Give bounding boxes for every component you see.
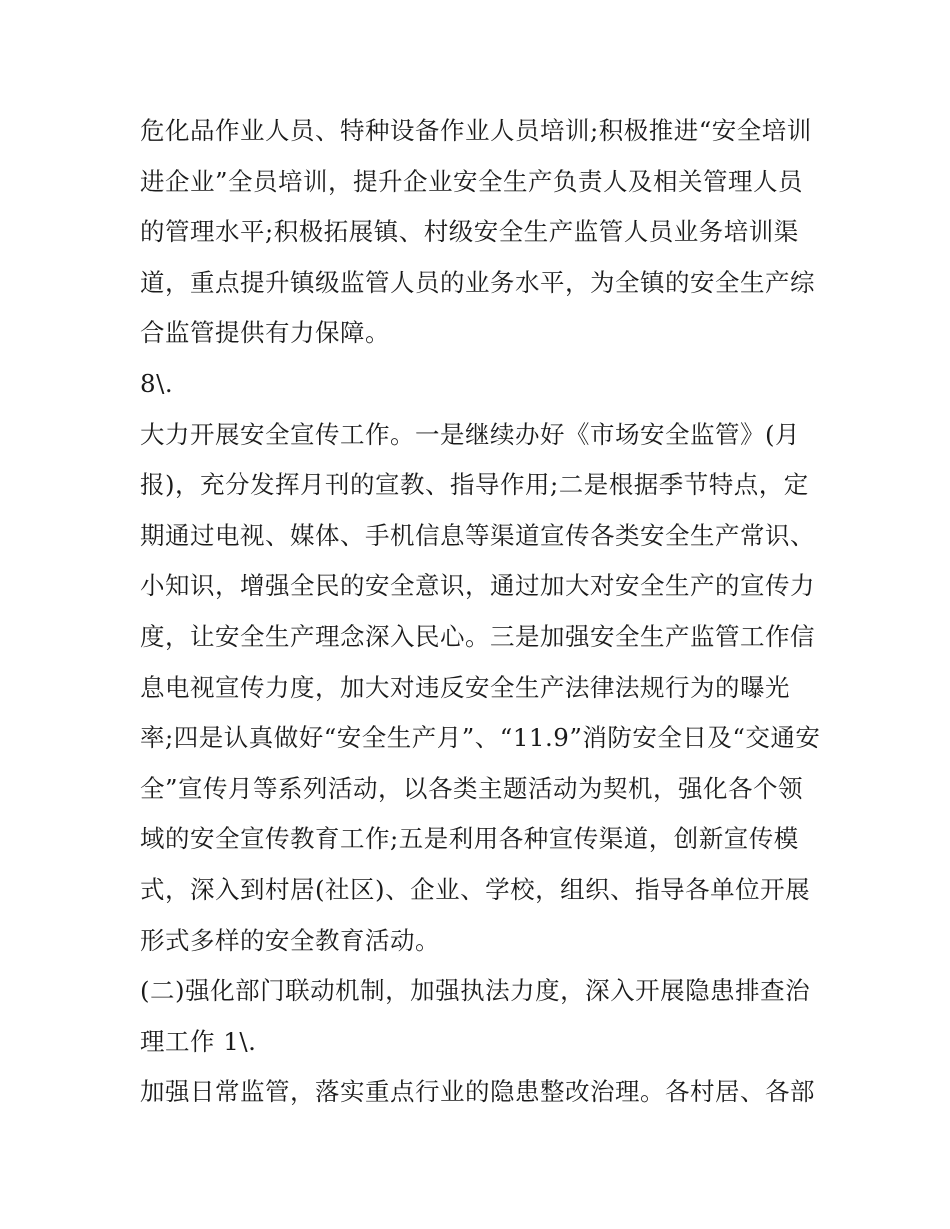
text-line: 全”宣传月等系列活动，以各类主题活动为契机，强化各个领: [140, 773, 804, 803]
text-line: 合监管提供有力保障。: [140, 318, 390, 348]
text-line: 危化品作业人员、特种设备作业人员培训;积极推进“安全培训: [140, 116, 812, 145]
text-line: 进企业”全员培训，提升企业安全生产负责人及相关管理人员: [140, 166, 804, 196]
text-line: 域的安全宣传教育工作;五是利用各种宣传渠道，创新宣传模: [140, 824, 799, 854]
text-line: 报)，充分发挥月刊的宣教、指导作用;二是根据季节特点，定: [140, 470, 809, 500]
text-line: 率;四是认真做好“安全生产月”、“11.9”消防安全日及“交通安: [140, 723, 821, 753]
section-heading: (二)强化部门联动机制，加强执法力度，深入开展隐患排查治: [140, 976, 811, 1006]
document-body: [140, 106, 820, 1118]
section-heading: 理工作 1\.: [140, 1026, 257, 1056]
section-number: 8\.: [140, 368, 174, 398]
text-line: 的管理水平;积极拓展镇、村级安全生产监管人员业务培训渠: [140, 217, 799, 247]
text-line: 大力开展安全宣传工作。一是继续办好《市场安全监管》(月: [140, 419, 801, 449]
text-line: 式，深入到村居(社区)、企业、学校，组织、指导各单位开展: [140, 874, 811, 904]
text-line: 小知识，增强全民的安全意识，通过加大对安全生产的宣传力: [140, 571, 815, 601]
text-line: 加强日常监管，落实重点行业的隐患整改治理。各村居、各部: [140, 1077, 815, 1107]
text-line: 息电视宣传力度，加大对违反安全生产法律法规行为的曝光: [140, 672, 790, 702]
text-line: 道，重点提升镇级监管人员的业务水平，为全镇的安全生产综: [140, 267, 815, 297]
text-line: 形式多样的安全教育活动。: [140, 925, 440, 955]
text-line: 度，让安全生产理念深入民心。三是加强安全生产监管工作信: [140, 621, 815, 651]
text-line: 期通过电视、媒体、手机信息等渠道宣传各类安全生产常识、: [140, 520, 815, 550]
